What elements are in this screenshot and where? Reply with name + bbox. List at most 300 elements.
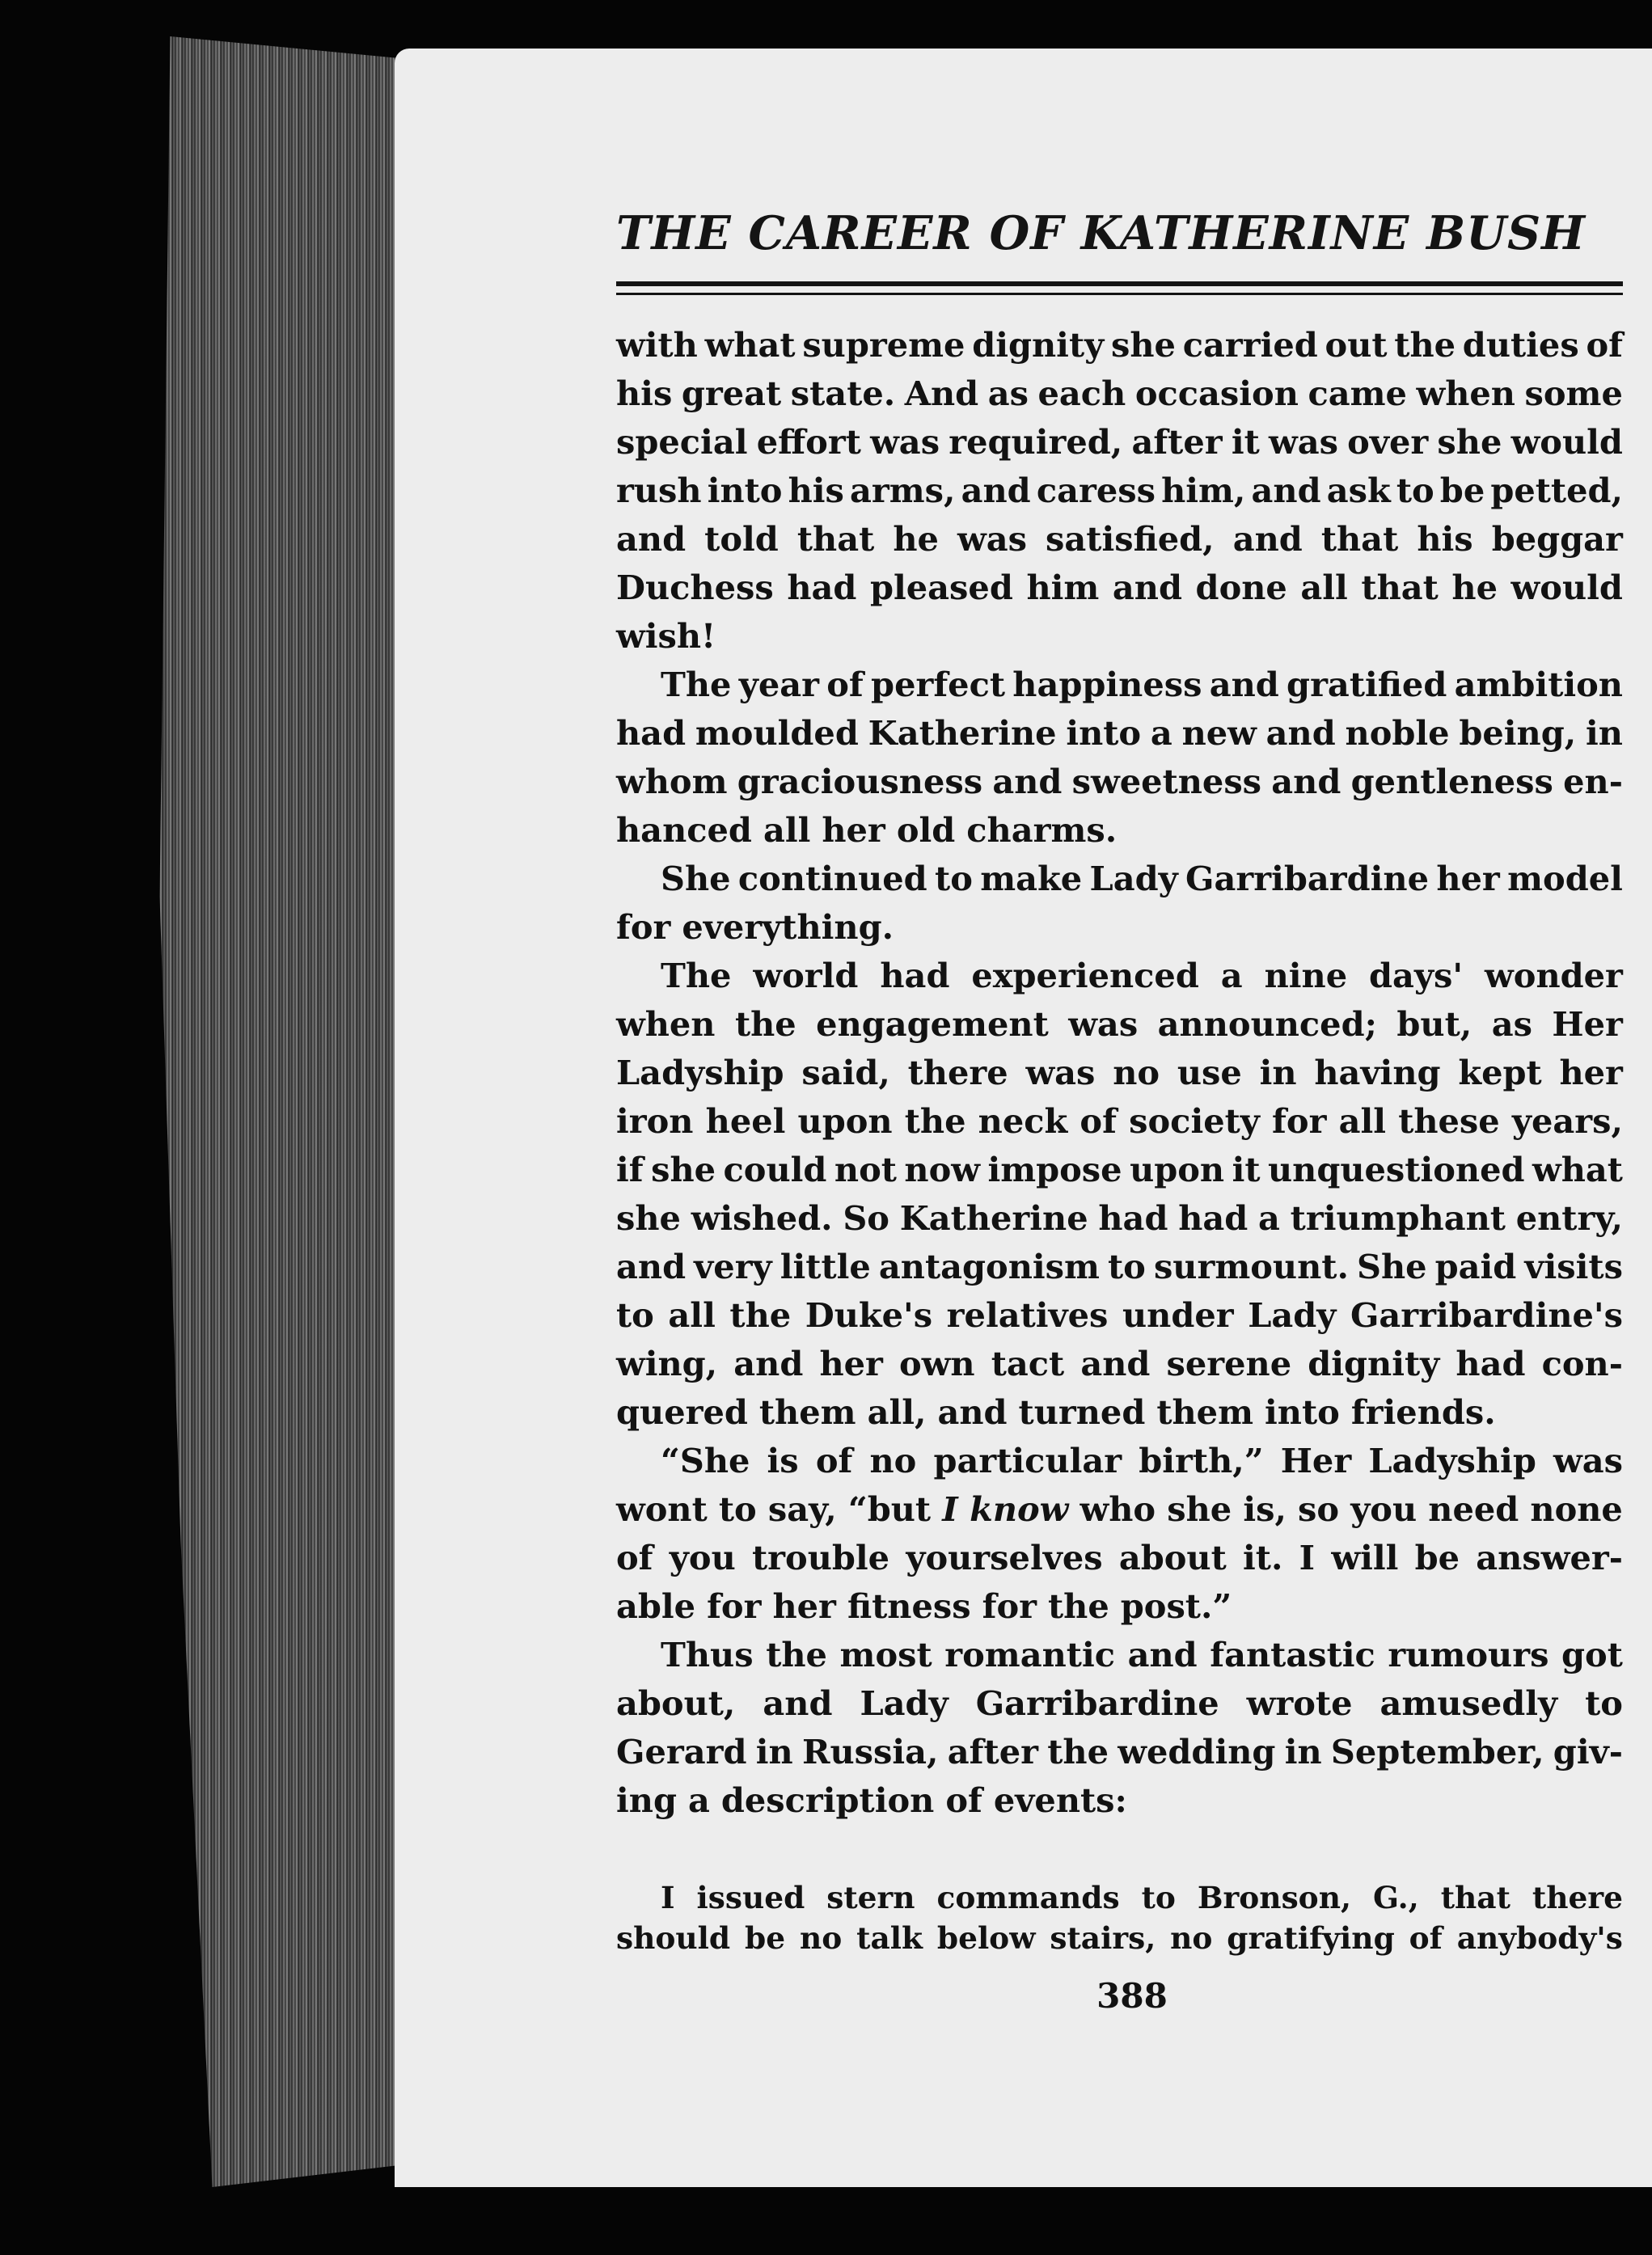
word: in	[755, 1732, 793, 1771]
word: each	[1037, 374, 1126, 413]
word: impose	[987, 1150, 1122, 1189]
word: of	[815, 1441, 853, 1480]
word: birth,”	[1139, 1441, 1264, 1480]
word: was	[1068, 1004, 1139, 1044]
text-line	[616, 515, 1623, 564]
word: sweetness	[1071, 762, 1262, 801]
word: into	[1265, 1392, 1340, 1432]
word: charms.	[966, 810, 1118, 850]
word: he	[893, 519, 939, 559]
word: Lady	[1089, 859, 1178, 898]
word: a	[1150, 713, 1172, 753]
word: what	[1532, 1150, 1623, 1189]
text-line	[616, 1000, 1623, 1049]
word: post.”	[1120, 1586, 1232, 1626]
word: out	[1325, 325, 1388, 365]
word: Ladyship	[1368, 1441, 1536, 1480]
word: description	[720, 1780, 935, 1820]
word: being,	[1459, 713, 1577, 753]
word: gratified	[1287, 665, 1447, 704]
word: G.,	[1372, 1880, 1419, 1915]
word: be	[1439, 471, 1485, 510]
word: as	[1491, 1004, 1532, 1044]
word: supreme	[802, 325, 965, 365]
body-text	[616, 321, 1623, 1825]
word: little	[780, 1247, 871, 1286]
header-rule-thick	[616, 281, 1623, 286]
word: the	[904, 1101, 966, 1141]
text-line	[616, 1728, 1623, 1776]
text-line	[616, 661, 1623, 709]
word: about	[1118, 1538, 1227, 1577]
word: upon	[797, 1101, 893, 1141]
word: the	[729, 1295, 792, 1335]
word: nine	[1264, 956, 1348, 995]
word: had	[1098, 1198, 1168, 1238]
word: able	[616, 1586, 696, 1626]
word: wish!	[616, 616, 716, 656]
word: but,	[1396, 1004, 1472, 1044]
word: and	[1112, 568, 1182, 607]
word: to	[616, 1295, 654, 1335]
header-rule-thin	[616, 293, 1623, 295]
word: to	[1108, 1247, 1146, 1286]
word: you	[1350, 1489, 1418, 1529]
word: the	[1047, 1732, 1109, 1771]
text-line	[616, 806, 1623, 855]
word: and	[961, 471, 1031, 510]
word: that	[1320, 519, 1399, 559]
word: petted,	[1490, 471, 1623, 510]
word: Garribardine	[1185, 859, 1430, 898]
word: having	[1314, 1053, 1441, 1092]
word: said,	[801, 1053, 890, 1092]
word: below	[936, 1920, 1036, 1956]
word: all	[1300, 568, 1348, 607]
word: after	[947, 1732, 1038, 1771]
running-header: THE CAREER OF KATHERINE BUSH	[616, 206, 1586, 260]
word: use	[1177, 1053, 1242, 1092]
word: she	[1437, 422, 1502, 462]
word: and	[1271, 762, 1341, 801]
word: had	[880, 956, 950, 995]
text-line	[616, 1631, 1623, 1679]
word: no	[799, 1920, 843, 1956]
word: his	[616, 374, 673, 413]
word: when	[616, 1004, 716, 1044]
word: to	[935, 859, 973, 898]
word: model	[1507, 859, 1623, 898]
word: beggar	[1491, 519, 1623, 559]
word: to	[1585, 1683, 1623, 1723]
word: came	[1308, 374, 1407, 413]
word: antagonism	[878, 1247, 1100, 1286]
word: ambition	[1454, 665, 1623, 704]
word: “She	[661, 1441, 750, 1480]
word: dignity	[1308, 1344, 1440, 1383]
word: And	[904, 374, 979, 413]
word: in	[1585, 713, 1623, 753]
word: done	[1195, 568, 1287, 607]
word: So	[843, 1198, 889, 1238]
text-line	[616, 418, 1623, 467]
word: had	[1178, 1198, 1249, 1238]
word: Thus	[661, 1635, 754, 1674]
word: I	[1299, 1538, 1316, 1577]
word: not	[834, 1150, 897, 1189]
word: will	[1331, 1538, 1399, 1577]
word: noble	[1345, 713, 1450, 753]
word: is,	[1243, 1489, 1287, 1529]
word: issued	[696, 1880, 805, 1915]
word: dignity	[972, 325, 1105, 365]
word: a	[687, 1780, 710, 1820]
text-line	[616, 1291, 1623, 1340]
word: Katherine	[868, 713, 1057, 753]
word: he	[1451, 568, 1498, 607]
word: that	[796, 519, 875, 559]
word: need	[1428, 1489, 1519, 1529]
word: that	[1440, 1880, 1510, 1915]
word: into	[707, 471, 783, 510]
word: him,	[1161, 471, 1246, 510]
text-line	[616, 321, 1623, 369]
word: She	[1356, 1247, 1427, 1286]
word: very	[694, 1247, 772, 1286]
word: could	[723, 1150, 827, 1189]
text-line	[616, 1388, 1623, 1437]
text-line	[616, 903, 1623, 952]
word: them	[758, 1392, 856, 1432]
word: Lady	[1248, 1295, 1337, 1335]
word: into	[1066, 713, 1142, 753]
word: The	[661, 956, 732, 995]
word: and	[763, 1683, 833, 1723]
word: serene	[1166, 1344, 1292, 1383]
text-line	[616, 952, 1623, 1000]
word: giv-	[1553, 1732, 1623, 1771]
word: and	[616, 1247, 687, 1286]
word: hanced	[616, 810, 752, 850]
word: all	[668, 1295, 716, 1335]
text-line	[616, 369, 1623, 418]
word: occasion	[1134, 374, 1299, 413]
word: no	[1113, 1053, 1160, 1092]
word: happiness	[1012, 665, 1202, 704]
word: she	[1110, 325, 1176, 365]
text-line	[616, 1437, 1623, 1485]
word: and	[1265, 713, 1336, 753]
word: of	[1080, 1101, 1117, 1141]
word: had	[787, 568, 857, 607]
word: for	[616, 907, 671, 947]
word: upon	[1130, 1150, 1225, 1189]
word: of	[616, 1538, 653, 1577]
word: new	[1181, 713, 1257, 753]
word: to	[1396, 471, 1434, 510]
word: I know	[942, 1489, 1069, 1529]
word: she	[616, 1198, 681, 1238]
word: none	[1530, 1489, 1623, 1529]
word: and	[1127, 1635, 1198, 1674]
word: in	[1284, 1732, 1322, 1771]
word: his	[1417, 519, 1473, 559]
text-line	[616, 1340, 1623, 1388]
book-page-edges	[133, 36, 396, 2187]
text-line	[616, 1146, 1623, 1194]
text-line	[616, 1049, 1623, 1097]
word: gratifying	[1227, 1920, 1395, 1956]
word: ing	[616, 1780, 677, 1820]
word: should	[616, 1920, 731, 1956]
word: over	[1347, 422, 1429, 462]
text-line	[616, 1097, 1623, 1146]
word: announced;	[1157, 1004, 1377, 1044]
word: if	[616, 1150, 644, 1189]
text-line	[616, 855, 1623, 903]
word: her	[819, 1344, 883, 1383]
word: the	[766, 1635, 827, 1674]
word: when	[1416, 374, 1515, 413]
word: required,	[949, 422, 1123, 462]
word: Her	[1552, 1004, 1623, 1044]
word: it	[1231, 422, 1260, 462]
word: entry,	[1515, 1198, 1623, 1238]
word: she	[1167, 1489, 1232, 1529]
word: some	[1524, 374, 1623, 413]
word: ask	[1326, 471, 1391, 510]
text-line	[616, 1582, 1623, 1631]
word: visits	[1524, 1247, 1623, 1286]
word: I	[661, 1880, 675, 1915]
word: She	[661, 859, 731, 898]
word: stairs,	[1050, 1920, 1156, 1956]
word: her	[1559, 1053, 1623, 1092]
word: them	[1156, 1392, 1254, 1432]
word: after	[1131, 422, 1223, 462]
word: Ladyship	[616, 1053, 784, 1092]
page-number: 388	[1096, 1976, 1168, 2016]
word: was	[1268, 422, 1338, 462]
word: fantastic	[1210, 1635, 1375, 1674]
word: amusedly	[1379, 1683, 1558, 1723]
word: under	[1122, 1295, 1234, 1335]
word: Duke's	[805, 1295, 933, 1335]
word: and	[1251, 471, 1321, 510]
word: wonder	[1485, 956, 1623, 995]
word: fitness	[847, 1586, 971, 1626]
word: days'	[1369, 956, 1464, 995]
word: be	[1414, 1538, 1460, 1577]
word: the	[1048, 1586, 1109, 1626]
word: Gerard	[616, 1732, 747, 1771]
word: graciousness	[737, 762, 983, 801]
word: of	[1409, 1920, 1443, 1956]
word: pleased	[869, 568, 1013, 607]
word: Lady	[860, 1683, 949, 1723]
word: experienced	[971, 956, 1199, 995]
word: now	[904, 1150, 980, 1189]
word: her	[1436, 859, 1500, 898]
word: her	[772, 1586, 836, 1626]
word: there	[1532, 1880, 1623, 1915]
text-line	[616, 612, 1623, 661]
word: en-	[1563, 762, 1623, 801]
word: answer-	[1476, 1538, 1623, 1577]
word: year	[738, 665, 819, 704]
word: relatives	[946, 1295, 1109, 1335]
word: special	[616, 422, 748, 462]
text-line	[616, 1776, 1623, 1825]
word: events:	[993, 1780, 1127, 1820]
word: engagement	[816, 1004, 1049, 1044]
word: and	[733, 1344, 804, 1383]
word: neck	[978, 1101, 1068, 1141]
word: Garribardine's	[1350, 1295, 1623, 1335]
word: whom	[616, 762, 728, 801]
word: gentleness	[1350, 762, 1553, 801]
word: told	[704, 519, 779, 559]
word: what	[704, 325, 796, 365]
word: rumours	[1388, 1635, 1549, 1674]
word: who	[1080, 1489, 1156, 1529]
word: heel	[705, 1101, 786, 1141]
word: stern	[826, 1880, 915, 1915]
text-line	[616, 467, 1623, 515]
word: about,	[616, 1683, 736, 1723]
word: to	[718, 1489, 757, 1529]
word: for	[707, 1586, 762, 1626]
word: of	[826, 665, 864, 704]
word: her	[822, 810, 885, 850]
word: was	[1553, 1441, 1623, 1480]
word: old	[896, 810, 956, 850]
word: paid	[1434, 1247, 1517, 1286]
word: “but	[847, 1489, 932, 1529]
word: world	[753, 956, 859, 995]
text-line	[616, 1485, 1623, 1534]
word: Duchess	[616, 568, 774, 607]
word: years,	[1511, 1101, 1623, 1141]
letter-excerpt	[616, 1877, 1623, 1958]
word: arms,	[850, 471, 956, 510]
word: it.	[1243, 1538, 1283, 1577]
text-line	[616, 1679, 1623, 1728]
word: state.	[790, 374, 896, 413]
word: no	[869, 1441, 917, 1480]
word: was	[870, 422, 940, 462]
word: romantic	[944, 1635, 1115, 1674]
word: for	[982, 1586, 1037, 1626]
word: as	[987, 374, 1029, 413]
word: society	[1129, 1101, 1260, 1141]
word: with	[616, 325, 698, 365]
word: would	[1510, 568, 1623, 607]
word: wished.	[691, 1198, 833, 1238]
word: to	[1141, 1880, 1176, 1915]
word: all,	[867, 1392, 927, 1432]
word: quered	[616, 1392, 748, 1432]
text-line	[616, 709, 1623, 758]
word: that	[1361, 568, 1439, 607]
word: unquestioned	[1267, 1150, 1525, 1189]
word: there	[907, 1053, 1008, 1092]
word: of	[1586, 325, 1623, 365]
word: con-	[1541, 1344, 1623, 1383]
word: the	[1394, 325, 1456, 365]
text-line	[616, 1534, 1623, 1582]
word: these	[1398, 1101, 1500, 1141]
text-line	[616, 1877, 1623, 1918]
text-line	[616, 758, 1623, 806]
word: carried	[1182, 325, 1318, 365]
word: particular	[933, 1441, 1122, 1480]
word: duties	[1462, 325, 1579, 365]
word: in	[1259, 1053, 1297, 1092]
word: of	[945, 1780, 982, 1820]
text-line	[616, 1194, 1623, 1243]
word: effort	[756, 422, 861, 462]
word: yourselves	[906, 1538, 1103, 1577]
word: anybody's	[1456, 1920, 1623, 1956]
word: had	[1456, 1344, 1526, 1383]
word: friends.	[1350, 1392, 1496, 1432]
word: was	[957, 519, 1027, 559]
word: Garribardine	[975, 1683, 1219, 1723]
word: own	[899, 1344, 975, 1383]
word: she	[651, 1150, 716, 1189]
word: trouble	[752, 1538, 890, 1577]
word: Bronson,	[1197, 1880, 1352, 1915]
text-line	[616, 1918, 1623, 1958]
word: had	[616, 713, 687, 753]
word: no	[1170, 1920, 1213, 1956]
word: satisfied,	[1046, 519, 1215, 559]
word: and	[1080, 1344, 1151, 1383]
text-line	[616, 564, 1623, 612]
word: is	[767, 1441, 799, 1480]
word: September,	[1330, 1732, 1544, 1771]
word: it	[1232, 1150, 1261, 1189]
word: a	[1220, 956, 1243, 995]
word: be	[745, 1920, 786, 1956]
word: kept	[1458, 1053, 1542, 1092]
word: and	[992, 762, 1063, 801]
word: moulded	[695, 713, 859, 753]
word: talk	[856, 1920, 923, 1956]
word: would	[1510, 422, 1623, 462]
word: wrote	[1246, 1683, 1353, 1723]
word: and	[1232, 519, 1303, 559]
word: caress	[1036, 471, 1156, 510]
word: great	[681, 374, 782, 413]
word: turned	[1018, 1392, 1146, 1432]
word: Her	[1280, 1441, 1352, 1480]
word: everything.	[682, 907, 894, 947]
word: wont	[616, 1489, 708, 1529]
word: tact	[991, 1344, 1065, 1383]
word: The	[661, 665, 732, 704]
word: was	[1025, 1053, 1096, 1092]
word: got	[1561, 1635, 1623, 1674]
word: all	[1338, 1101, 1387, 1141]
word: continued	[737, 859, 927, 898]
word: and	[616, 519, 687, 559]
word: perfect	[871, 665, 1006, 704]
text-line	[616, 1243, 1623, 1291]
word: and	[937, 1392, 1008, 1432]
word: and	[1209, 665, 1279, 704]
